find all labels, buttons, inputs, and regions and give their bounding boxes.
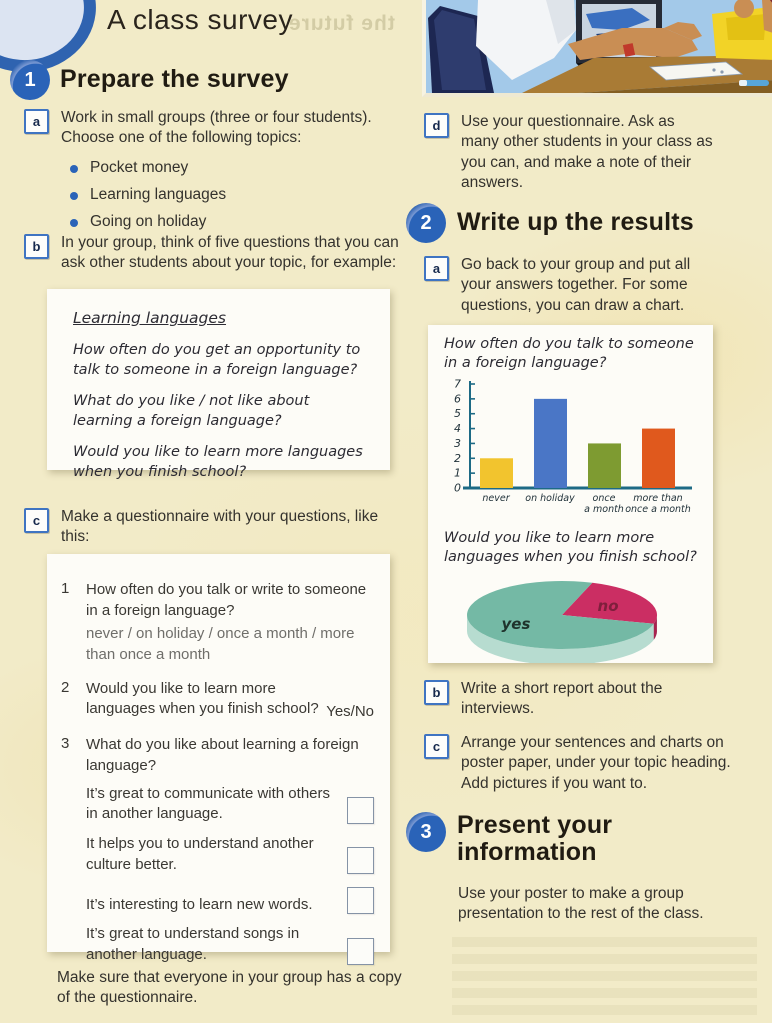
svg-text:6: 6: [454, 392, 461, 406]
page-title: A class survey: [107, 4, 293, 35]
questionnaire-q2: [47, 679, 390, 720]
item-1b-text: In your group, think of five questions that you can ask other students about your topic, for example:: [61, 234, 399, 272]
example-card-heading: Learning languages: [73, 309, 227, 327]
svg-text:more than: more than: [633, 493, 683, 505]
section-3-text: Use your poster to make a group presentation to the rest of the class.: [458, 885, 704, 923]
footer-note: Make sure that everyone in your group has a copy of the questionnaire.: [57, 969, 402, 1007]
svg-text:7: 7: [454, 377, 461, 391]
statement-text: It’s great to communicate with others in another language.: [86, 784, 330, 823]
svg-text:5: 5: [454, 407, 461, 421]
item-1c-text: Make a questionnaire with your questions, like this:: [61, 508, 379, 546]
topic-label: Going on holiday: [90, 213, 207, 231]
item-letter-badge: c: [24, 508, 49, 533]
checkbox[interactable]: [347, 797, 374, 824]
list-item: [70, 182, 226, 209]
q1-text: How often do you talk or write to someone in a foreign language?: [86, 581, 367, 619]
svg-text:a month: a month: [584, 504, 624, 516]
checkbox[interactable]: [347, 887, 374, 914]
example-question: What do you like / not like about learning a foreign language?: [73, 393, 310, 429]
svg-text:once: once: [592, 493, 616, 505]
svg-text:never: never: [482, 493, 510, 505]
section-1-title: Prepare the survey: [60, 65, 289, 93]
list-item: [70, 209, 226, 236]
questionnaire-q1: [47, 580, 390, 666]
question-number: 3: [61, 735, 70, 753]
topic-label: Learning languages: [90, 186, 227, 204]
bleed-through-text: the future: [288, 12, 395, 35]
list-item: [70, 155, 226, 182]
question-text: [86, 580, 378, 666]
bullet-icon: [70, 165, 78, 173]
example-question: How often do you get an opportunity to talk to someone in a foreign language?: [73, 342, 361, 378]
q3-statement-row: [86, 887, 374, 915]
item-1a-text: Work in small groups (three or four students). Choose one of the following topics:: [61, 109, 372, 147]
bullet-icon: [70, 192, 78, 200]
svg-text:on holiday: on holiday: [525, 493, 575, 505]
item-1d-text: Use your questionnaire. Ask as many other students in your class as you can, and make a note of their answers.: [461, 113, 713, 192]
bleed-through-lines: [452, 930, 757, 1020]
question-number: 2: [61, 678, 70, 696]
bar-chart: [440, 376, 700, 524]
q2-text: Would you like to learn more languages when you finish school?: [86, 679, 319, 718]
svg-text:no: no: [597, 596, 619, 615]
item-1c: [24, 507, 390, 548]
example-questions-card: [47, 289, 390, 480]
item-2b: [424, 679, 724, 720]
item-2c: [424, 733, 740, 794]
item-2c-text: Arrange your sentences and charts on poster paper, under your topic heading. Add pictures if you want to.: [461, 734, 731, 792]
item-letter-badge: a: [24, 109, 49, 134]
pie-chart-title: Would you like to learn more languages when you finish school?: [444, 530, 697, 566]
item-1d: [424, 112, 714, 194]
q3-statement-row: [86, 834, 374, 875]
item-2a: [424, 255, 724, 316]
section-2-number-badge: 2: [406, 203, 446, 243]
q3-text: What do you like about learning a foreign language?: [86, 736, 359, 774]
item-letter-badge: c: [424, 734, 449, 759]
q1-options: never / on holiday / once a month / more than once a month: [86, 625, 355, 664]
section-2-title: Write up the results: [457, 208, 694, 236]
svg-text:1: 1: [454, 466, 461, 480]
item-letter-badge: a: [424, 256, 449, 281]
example-question: Would you like to learn more languages when you finish school?: [73, 444, 363, 480]
q2-answer-options: Yes/No: [326, 703, 374, 721]
question-number: 1: [61, 580, 70, 597]
questionnaire-card: [47, 554, 390, 963]
classroom-illustration-drawing: [426, 0, 772, 93]
item-letter-badge: b: [424, 680, 449, 705]
item-1a: [24, 108, 390, 149]
item-1b: [24, 233, 402, 274]
topic-list: [70, 155, 226, 236]
statement-text: It’s interesting to learn new words.: [86, 895, 313, 913]
bullet-icon: [70, 219, 78, 227]
pie-chart: [440, 571, 700, 664]
item-2a-text: Go back to your group and put all your answers together. For some questions, you can draw a chart.: [461, 256, 691, 314]
questionnaire-q3: [47, 735, 390, 776]
bar-chart-title: How often do you talk to someone in a foreign language?: [444, 336, 694, 372]
checkbox[interactable]: [347, 847, 374, 874]
section-1-number-badge: 1: [10, 60, 50, 100]
checkbox[interactable]: [347, 938, 374, 965]
svg-text:once a month: once a month: [625, 504, 691, 516]
svg-text:yes: yes: [501, 614, 531, 633]
item-2b-text: Write a short report about the interviews.: [461, 680, 663, 718]
item-letter-badge: d: [424, 113, 449, 138]
svg-text:0: 0: [454, 481, 461, 495]
svg-text:4: 4: [454, 422, 461, 436]
statement-text: It’s great to understand songs in another language.: [86, 925, 300, 963]
svg-text:3: 3: [454, 437, 461, 451]
statement-text: It helps you to understand another culture better.: [86, 834, 314, 873]
section-3-number-badge: 3: [406, 812, 446, 852]
classroom-illustration: [422, 0, 772, 97]
q3-statement-row: [86, 924, 374, 965]
topic-label: Pocket money: [90, 159, 189, 177]
section-3-title: Present your information: [457, 811, 613, 866]
q3-statement-row: [86, 784, 374, 825]
charts-card: [428, 325, 713, 663]
svg-text:2: 2: [454, 452, 461, 466]
item-letter-badge: b: [24, 234, 49, 259]
